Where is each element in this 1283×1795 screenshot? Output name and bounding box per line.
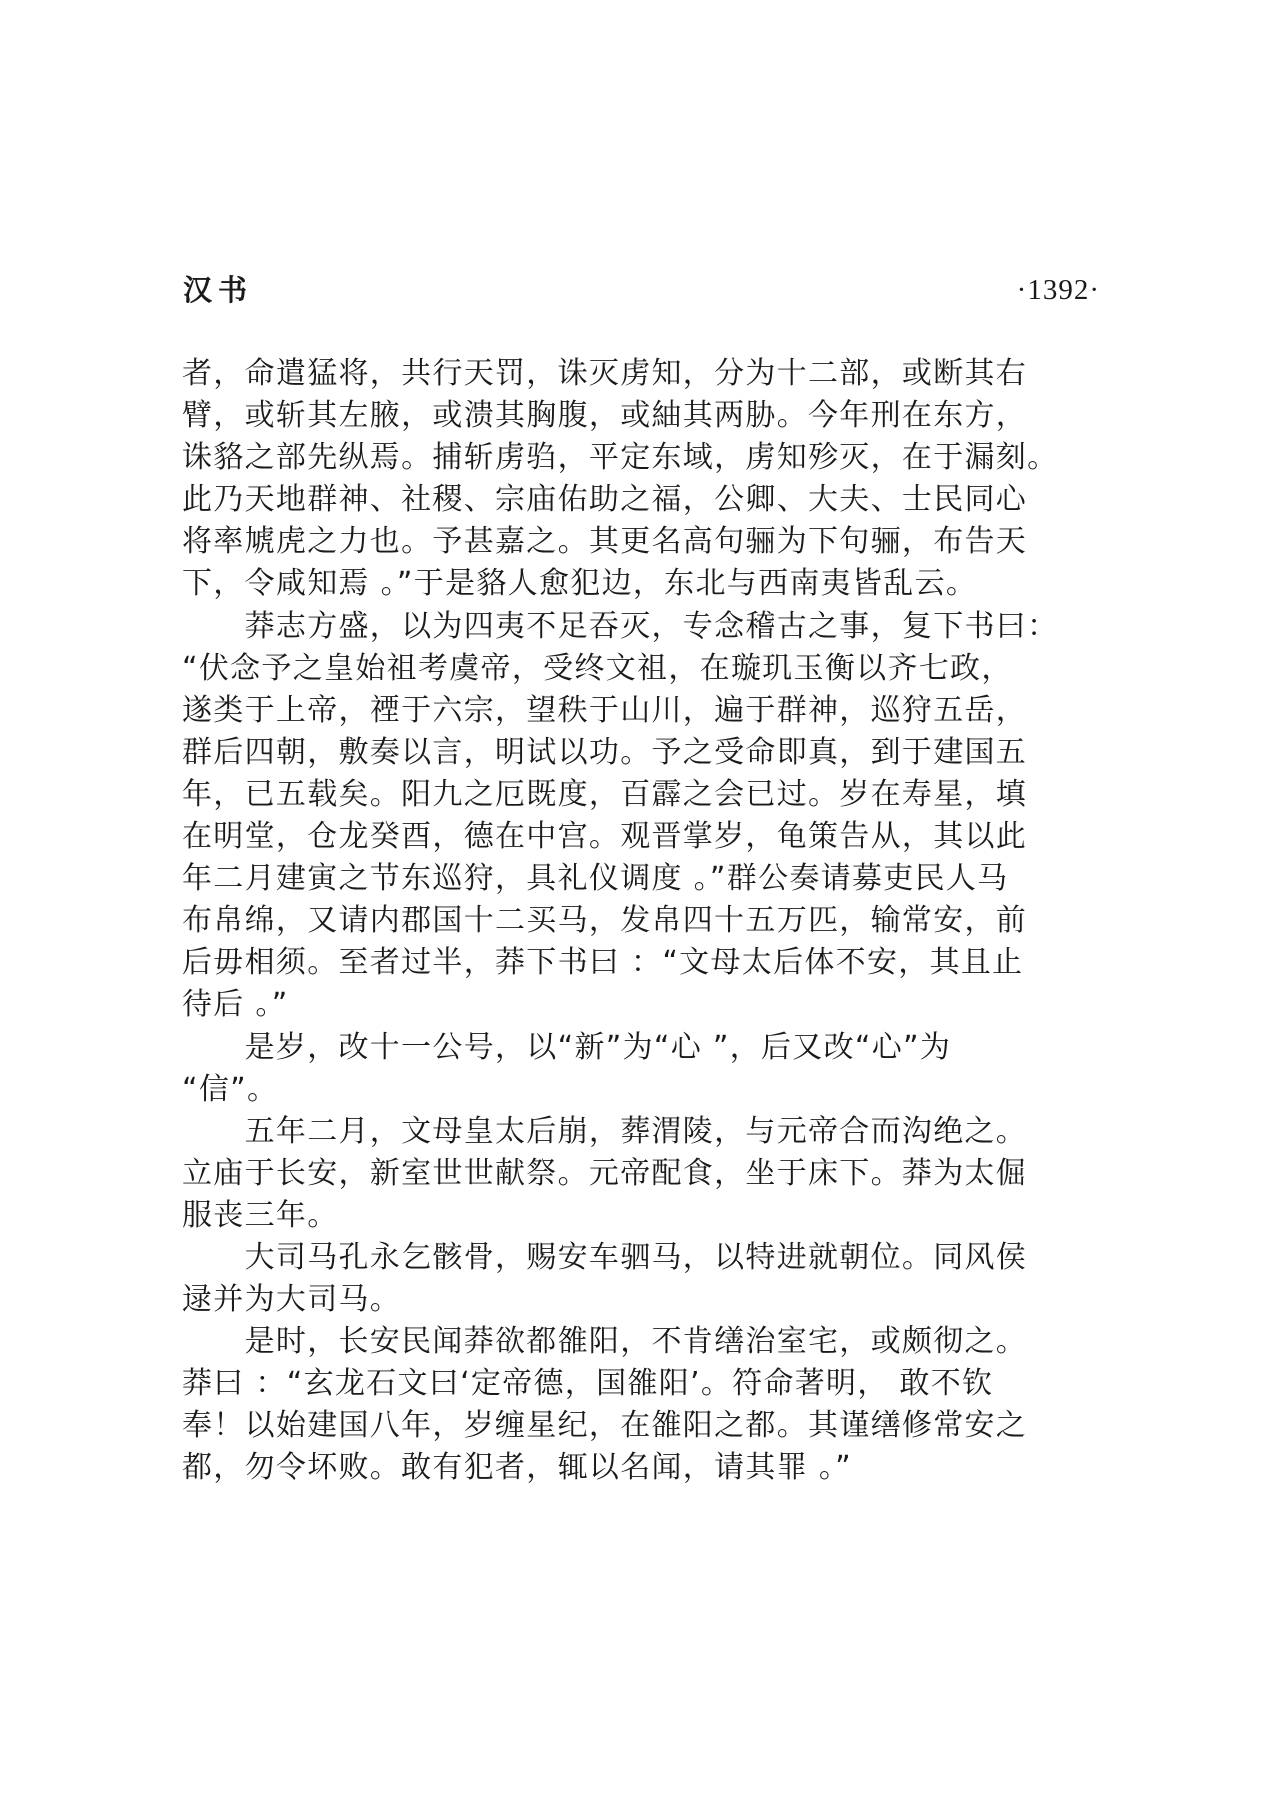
text-line: 立庙于长安，新室世世献祭。元帝配食，坐于床下。莽为太倔 — [182, 1155, 1028, 1191]
text-line: 臂，或斩其左腋，或溃其胸腹，或紬其两胁。今年刑在东方， — [182, 398, 1028, 434]
text-line: 群后四朝，敷奏以言，明试以功。予之受命即真，到于建国五 — [182, 734, 1028, 770]
text-line: 是岁，改十一公号，以“新”为“心 ”，后又改“心”为 — [182, 1029, 952, 1065]
text-line: 大司马孔永乞骸骨，赐安车驷马，以特进就朝位。同风侯 — [182, 1239, 1028, 1275]
text-line: 此乃天地群神、社稷、宗庙佑助之福，公卿、大夫、士民同心 — [182, 482, 1028, 518]
text-line: “伏念予之皇始祖考虞帝，受终文祖，在璇玑玉衡以齐七政， — [182, 650, 1013, 686]
book-title: 汉书 — [183, 273, 254, 307]
text-line: 者，命遣猛将，共行天罚，诛灭虏知，分为十二部，或断其右 — [182, 356, 1028, 391]
text-line: 年，已五载矣。阳九之厄既度，百霹之会已过。岁在寿星，填 — [182, 776, 1028, 812]
body-text — [182, 353, 1102, 1490]
text-line: 莽曰 ：“玄龙石文曰‘定帝德，国雒阳’。符命著明， 敢不钦 — [182, 1366, 994, 1402]
text-line: 在明堂，仓龙癸酉，德在中宫。观晋掌岁，龟策告从，其以此 — [182, 819, 1028, 855]
text-line: 下，令咸知焉 。”于是貉人愈犯边，东北与西南夷皆乱云。 — [182, 566, 978, 602]
text-line: 年二月建寅之节东巡狩，具礼仪调度 。”群公奏请募吏民人马 — [182, 861, 1009, 897]
text-line: 都，勿令坏败。敢有犯者，辄以名闻，请其罪 。” — [182, 1450, 852, 1486]
text-line: 将率虓虎之力也。予甚嘉之。其更名高句骊为下句骊，布告天 — [182, 524, 1028, 560]
text-line: 服丧三年。 — [182, 1197, 339, 1233]
text-line: “信”。 — [182, 1071, 279, 1107]
text-line: 逯并为大司马。 — [182, 1282, 402, 1318]
text-line: 五年二月，文母皇太后崩，葬渭陵，与元帝合而沟绝之。 — [182, 1113, 1028, 1149]
text-line: 待后 。” — [182, 987, 289, 1023]
text-line: 布帛绵，又请内郡国十二买马，发帛四十五万匹，输常安，前 — [182, 903, 1028, 939]
text-line: 后毋相须。至者过半，莽下书曰 ：“文母太后体不安，其且止 — [182, 945, 1024, 981]
text-line: 遂类于上帝，禋于六宗，望秩于山川，遍于群神，巡狩五岳， — [182, 692, 1028, 728]
text-line: 诛貉之部先纵焉。捕斩虏驺，平定东域，虏知殄灭，在于漏刻。 — [182, 440, 1059, 476]
page-header — [183, 268, 1100, 312]
text-line: 莽志方盛，以为四夷不足吞灭，专念稽古之事，复下书曰： — [182, 608, 1059, 644]
text-line: 是时，长安民闻莽欲都雒阳，不肯缮治室宅，或颇彻之。 — [182, 1324, 1028, 1360]
text-line: 奉！以始建国八年，岁缠星纪，在雒阳之都。其谨缮修常安之 — [182, 1408, 1028, 1444]
page-number: ·1392· — [1016, 274, 1100, 306]
